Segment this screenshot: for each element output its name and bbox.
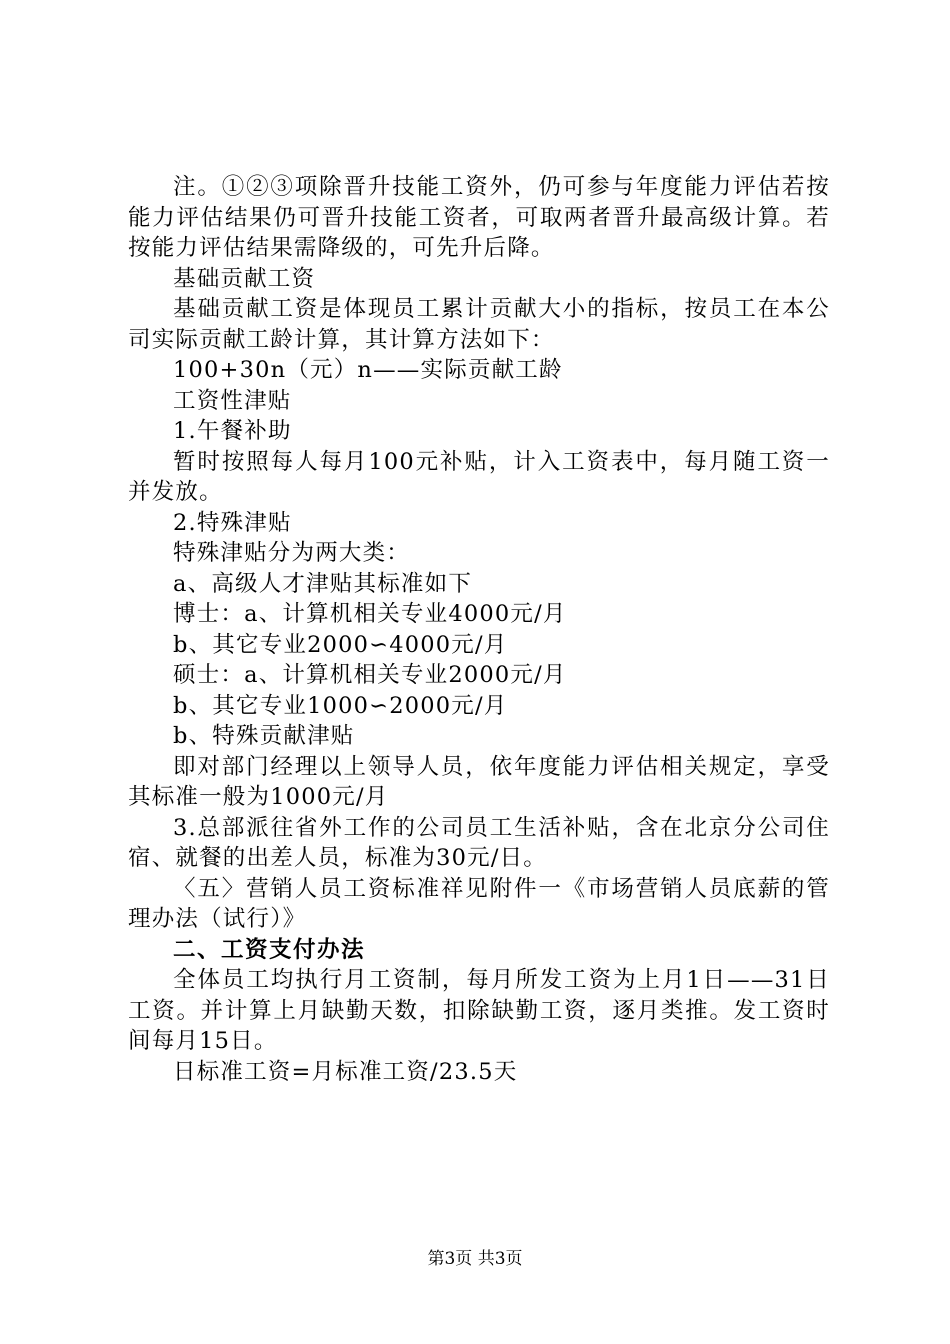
paragraph-special-allowance: 2.特殊津贴 bbox=[173, 509, 292, 536]
paragraph-special-contribution: b、特殊贡献津贴 bbox=[173, 723, 355, 749]
page-number: 第3页 共3页 bbox=[427, 1249, 523, 1269]
paragraph-master-other: b、其它专业1000∽2000元/月 bbox=[173, 692, 508, 719]
paragraph-formula: 100+30n（元）n——实际贡献工龄 bbox=[173, 357, 563, 383]
paragraph-doctor-cs: 博士：a、计算机相关专业4000元/月 bbox=[173, 601, 567, 627]
paragraph-monthly-wage: 全体员工均执行月工资制，每月所发工资为上月1日——31日工资。并计算上月缺勤天数，扣除缺勤工资，逐月类推。发工资时间每月15日。 bbox=[128, 967, 830, 1054]
paragraph-special-allowance-types: 特殊津贴分为两大类： bbox=[173, 540, 411, 566]
paragraph-basic-contribution-desc: 基础贡献工资是体现员工累计贡献大小的指标，按员工在本公司实际贡献工龄计算，其计算方法如下： bbox=[128, 296, 830, 353]
paragraph-lunch-subsidy: 1.午餐补助 bbox=[173, 418, 292, 444]
paragraph-allowance-title: 工资性津贴 bbox=[173, 387, 292, 414]
document-body bbox=[128, 172, 830, 1087]
section-heading-payment: 二、工资支付办法 bbox=[173, 936, 366, 963]
paragraph-living-subsidy: 3.总部派往省外工作的公司员工生活补贴，含在北京分公司住宿、就餐的出差人员，标准为30元/日。 bbox=[128, 814, 830, 871]
paragraph-skill-wage-note: 注。①②③项除晋升技能工资外，仍可参与年度能力评估若按能力评估结果仍可晋升技能工资者，可取两者晋升最高级计算。若按能力评估结果需降级的，可先升后降。 bbox=[128, 174, 830, 261]
paragraph-basic-contribution-title: 基础贡献工资 bbox=[173, 265, 316, 292]
paragraph-senior-talent: a、高级人才津贴其标准如下 bbox=[173, 570, 473, 597]
paragraph-lunch-subsidy-desc: 暂时按照每人每月100元补贴，计入工资表中，每月随工资一并发放。 bbox=[128, 448, 830, 505]
paragraph-sales-wage: 〈五〉营销人员工资标准祥见附件一《市场营销人员底薪的管理办法（试行）》 bbox=[128, 875, 830, 932]
page-footer bbox=[0, 1244, 950, 1269]
paragraph-daily-wage-formula: 日标准工资=月标准工资/23.5天 bbox=[173, 1058, 518, 1085]
paragraph-manager-allowance: 即对部门经理以上领导人员，依年度能力评估相关规定，享受其标准一般为1000元/月 bbox=[128, 753, 830, 810]
paragraph-master-cs: 硕士：a、计算机相关专业2000元/月 bbox=[173, 662, 567, 688]
paragraph-doctor-other: b、其它专业2000∽4000元/月 bbox=[173, 631, 508, 658]
